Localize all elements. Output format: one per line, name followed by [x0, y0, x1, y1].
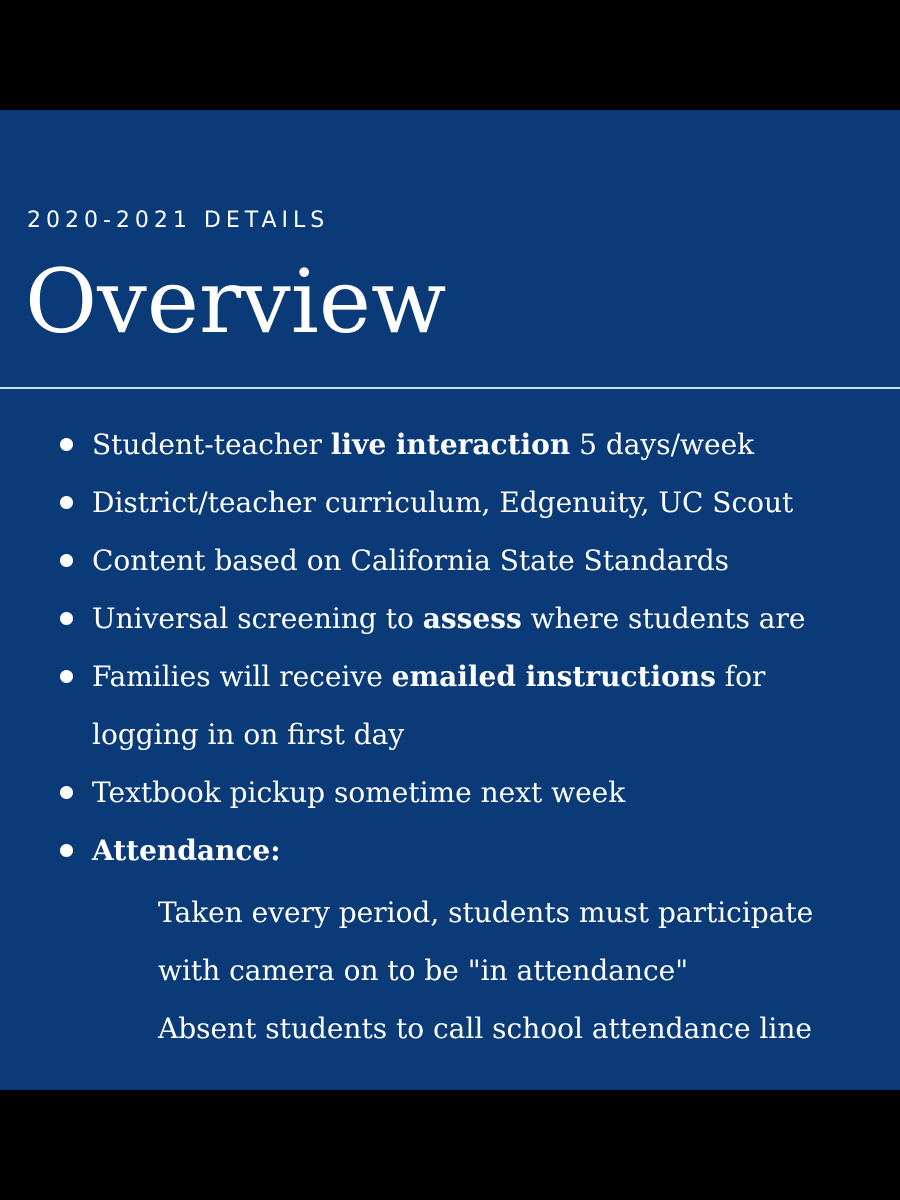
item-text: District/teacher curriculum, Edgenuity, UC Scout [92, 486, 794, 519]
item-text: Student-teacher [92, 428, 331, 461]
section-eyebrow: 2020-2021 DETAILS [27, 208, 330, 233]
item-text: Families will receive [92, 660, 392, 693]
list-item-attendance [60, 822, 880, 880]
list-item-live-interaction [60, 416, 880, 474]
item-text-continued: logging in on first day [92, 718, 405, 751]
list-item-screening [60, 590, 880, 648]
item-emphasis: emailed instructions [391, 660, 716, 693]
bullet-icon [60, 786, 73, 799]
item-text: Textbook pickup sometime next week [92, 776, 626, 809]
attendance-line: Absent students to call school attendance line [158, 1012, 812, 1045]
bullet-icon [60, 554, 73, 567]
item-text: Universal screening to [92, 602, 423, 635]
bullet-icon [60, 612, 73, 625]
item-text: for [715, 660, 766, 693]
item-text: where students are [521, 602, 806, 635]
page-title: Overview [25, 250, 447, 353]
bullet-icon [60, 844, 73, 857]
attendance-line: Taken every period, students must participate [158, 896, 814, 929]
attendance-details [158, 884, 888, 1058]
bullet-icon [60, 438, 73, 451]
item-emphasis: live interaction [330, 428, 571, 461]
item-text: Content based on California State Standards [92, 544, 730, 577]
bullet-icon [60, 670, 73, 683]
item-emphasis: assess [422, 602, 522, 635]
list-item-textbook-pickup [60, 764, 880, 822]
list-item-emailed-instructions [60, 648, 880, 764]
item-text: 5 days/week [570, 428, 755, 461]
overview-list [60, 416, 880, 880]
list-item-content-standards [60, 532, 880, 590]
list-item-curriculum [60, 474, 880, 532]
attendance-line: with camera on to be "in attendance" [158, 954, 689, 987]
slide [0, 110, 900, 1090]
item-emphasis: Attendance: [92, 834, 281, 867]
bullet-icon [60, 496, 73, 509]
divider [0, 387, 900, 389]
